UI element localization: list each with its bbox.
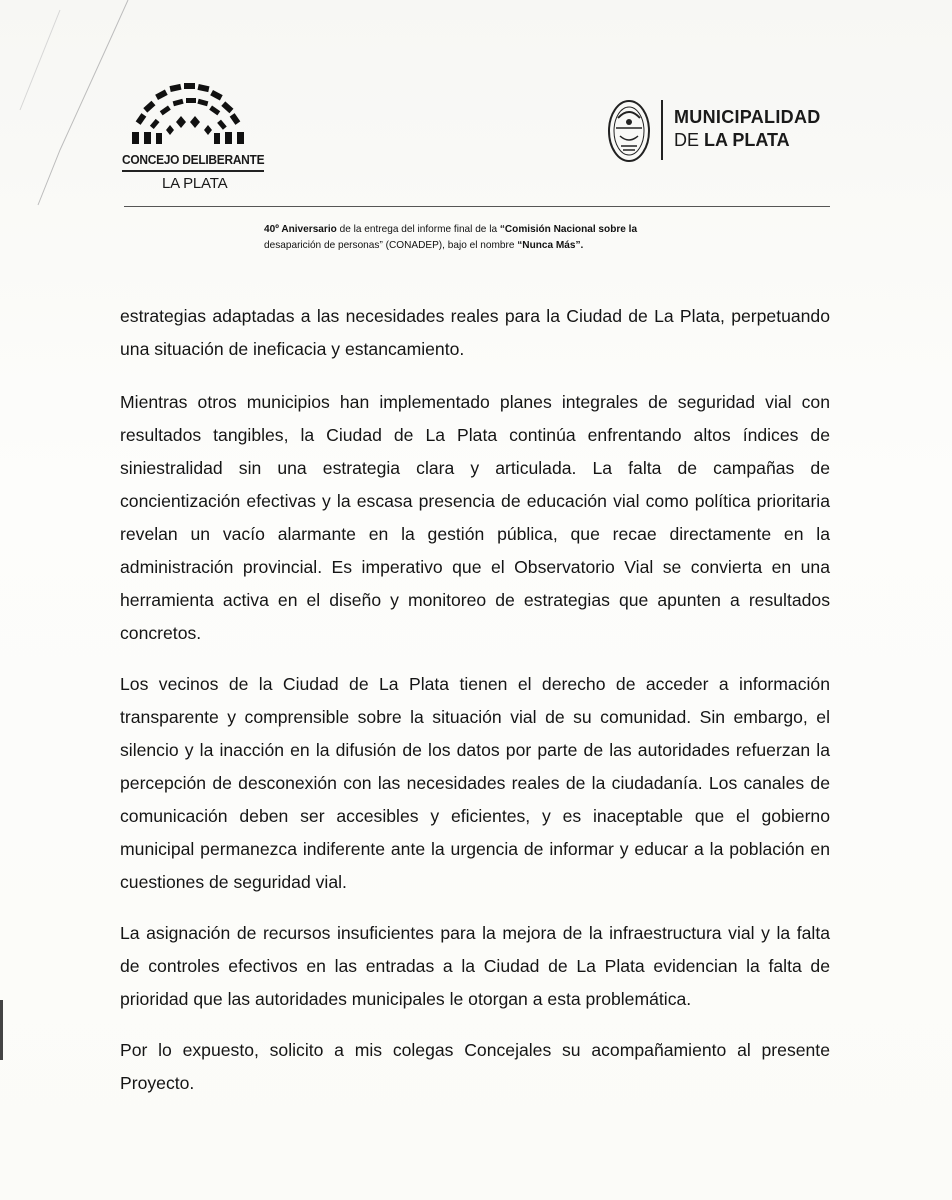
logo-divider — [661, 100, 663, 160]
concejo-deliberante-logo — [118, 76, 268, 200]
municipalidad-title: MUNICIPALIDAD — [674, 107, 821, 127]
municipalidad-city: LA PLATA — [704, 130, 790, 150]
municipalidad-prefix: DE — [674, 130, 700, 150]
municipalidad-subtitle — [674, 130, 790, 151]
document-body — [120, 300, 830, 1118]
hemicycle-icon — [128, 76, 248, 148]
caption-bold-commission: “Comisión Nacional sobre la — [499, 223, 638, 235]
edge-mark — [0, 1000, 3, 1060]
paragraph: Los vecinos de la Ciudad de La Plata tienen el derecho de acceder a información transparente y comprensible sobre la situación vial de su comunidad. Sin embargo, el silencio y la inacción en la difusión de los datos por parte de las autoridades refuerzan la percepción de desconexión con las necesidades reales de la ciudadanía. Los canales de comunicación deben ser accesibles y eficientes, y es inaceptable que el gobierno municipal permanezca indiferente ante la urgencia de informar y educar a la población en cuestiones de seguridad vial. — [120, 674, 830, 892]
municipalidad-logo — [606, 98, 846, 168]
paragraph: estrategias adaptadas a las necesidades reales para la Ciudad de La Plata, perpetuando una situación de ineficacia y estancamiento. — [120, 306, 830, 359]
concejo-name: CONCEJO DELIBERANTE — [122, 152, 265, 167]
caption-text-2: desaparición de personas” (CONADEP), bajo el nombre — [264, 239, 518, 251]
caption-text-1: de la entrega del informe final de la — [336, 223, 500, 235]
concejo-city: LA PLATA — [162, 175, 228, 192]
paragraph: Por lo expuesto, solicito a mis colegas Concejales su acompañamiento al presente Proyecto. — [120, 1040, 830, 1093]
paragraph: La asignación de recursos insuficientes para la mejora de la infraestructura vial y la falta de controles efectivos en las entradas a la Ciudad de La Plata evidencian la falta de prioridad que las autoridades municipales le otorgan a esta problemática. — [120, 923, 830, 1009]
paragraph: Mientras otros municipios han implementado planes integrales de seguridad vial con resultados tangibles, la Ciudad de La Plata continúa enfrentando altos índices de siniestralidad sin una estrategia clara y articulada. La falta de campañas de concientización efectivas y la escasa presencia de educación vial como política prioritaria revelan un vacío alarmante en la gestión pública, que recae directamente en la administración provincial. Es imperativo que el Observatorio Vial se convierta en una herramienta activa en el diseño y monitoreo de estrategias que apunten a resultados concretos. — [120, 392, 830, 643]
concejo-underline — [122, 170, 264, 172]
caption-bold-anniversary: 40º Aniversario — [264, 223, 337, 235]
caption-bold-nunca-mas: “Nunca Más”. — [517, 239, 584, 251]
anniversary-caption — [264, 221, 686, 253]
city-seal-icon — [606, 98, 652, 164]
header-divider — [124, 206, 830, 207]
